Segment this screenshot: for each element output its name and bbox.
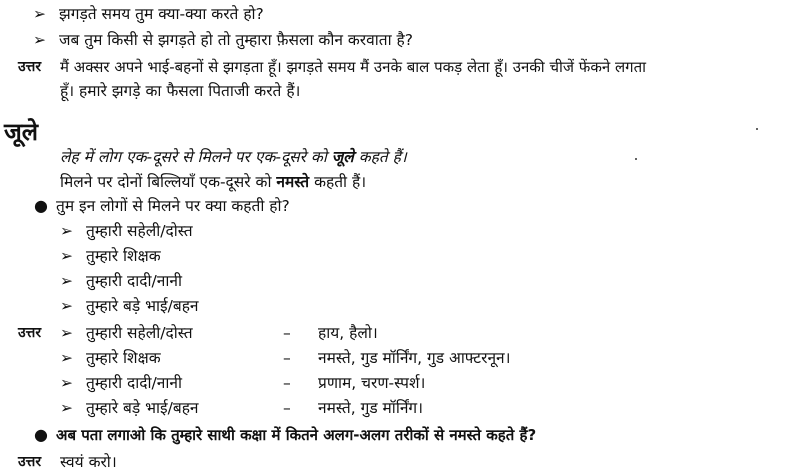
question-2: ● तुम इन लोगों से मिलने पर क्या कहती हो?: [34, 196, 290, 215]
arrow-bullet-icon: ➢: [60, 272, 73, 290]
answer-1-line-2: हूँ। हमारे झगड़े का फैसला पिताजी करते हैं।: [60, 82, 301, 100]
namaste-line: मिलने पर दोनों बिल्लियाँ एक-दूसरे को नमस्ते कहती हैं।: [60, 173, 367, 191]
bullet-icon: ●: [34, 196, 48, 215]
intro-question-1: ➢ झगड़ते समय तुम क्या-क्या करते हो?: [33, 5, 264, 23]
arrow-bullet-icon: ➢: [60, 324, 73, 342]
arrow-bullet-icon: ➢: [60, 374, 73, 392]
arrow-bullet-icon: ➢: [33, 5, 46, 23]
person-item: ➢ तुम्हारे बड़े भाई/बहन: [60, 297, 199, 315]
intro-question-2: ➢ जब तुम किसी से झगड़ते हो तो तुम्हारा फ़ैसला कौन करवाता है?: [33, 31, 413, 49]
person-item: ➢ तुम्हारी सहेली/दोस्त: [60, 222, 193, 240]
section-title: जूले: [4, 118, 39, 146]
arrow-bullet-icon: ➢: [60, 297, 73, 315]
person-item: ➢ तुम्हारी दादी/नानी: [60, 272, 182, 290]
answer-label: उत्तर: [18, 454, 42, 470]
person-item: ➢ तुम्हारे शिक्षक: [60, 247, 161, 265]
italic-description: लेह में लोग एक-दूसरे से मिलने पर एक-दूसरे को जूले कहते हैं।: [60, 148, 407, 166]
arrow-bullet-icon: ➢: [33, 31, 46, 49]
arrow-bullet-icon: ➢: [60, 349, 73, 367]
arrow-bullet-icon: ➢: [60, 399, 73, 417]
question-3: ● अब पता लगाओ कि तुम्हारे साथी कक्षा में कितने अलग-अलग तरीकों से नमस्ते कहते हैं?: [34, 425, 537, 444]
answer-1-line-1: मैं अक्सर अपने भाई-बहनों से झगड़ता हूँ। झगड़ते समय मैं उनके बाल पकड़ लेता हूँ। उनकी चीजें फेंकने लगता: [60, 58, 647, 76]
scan-speck: [635, 158, 637, 160]
answer-3: स्वयं करो।: [60, 453, 117, 471]
bullet-icon: ●: [34, 425, 48, 444]
answer-label: उत्तर: [18, 325, 42, 341]
arrow-bullet-icon: ➢: [60, 247, 73, 265]
scan-speck: [756, 128, 758, 130]
textbook-page: ➢ झगड़ते समय तुम क्या-क्या करते हो? ➢ जब तुम किसी से झगड़ते हो तो तुम्हारा फ़ैसला कौन करवाता है? उत्तर मैं अक्सर अपने भाई-बहनों से झगड़ता हूँ। झगड़ते समय मैं उनके बाल पकड़ लेता हूँ। उनकी चीजें फेंकने लगता हूँ। हमारे झगड़े का फैसला पिताजी करते हैं। जूले लेह में लोग एक-दूसरे से मिलने पर एक-दूसरे को जूले कहते हैं। मिलने पर दोनों बिल्लियाँ एक-दूसरे को नमस्ते कहती हैं। ● तुम इन लोगों से मिलने पर क्या कहती हो? ➢ तुम्हारी सहेली/दोस्त ➢ तुम्हारे शिक्षक ➢ तुम्हारी दादी/नानी ➢ तुम्हारे बड़े भाई/बहन उत्तर ➢ तुम्हारी सहेली/दोस्त – हाय, हैलो। ➢ तुम्हारे शिक्षक – नमस्ते, गुड मॉर्निंग, गुड आफ्टरनून। ➢ तुम्हारी दादी/नानी – प्रणाम, चरण-स्पर्श। ➢ तुम्हारे बड़े भाई/बहन – नमस्ते, गुड मॉर्निंग। ● अब पता लगाओ कि तुम्हारे साथी कक्षा में कितने अलग-अलग तरीकों से नमस्ते कहते हैं? उत्तर स्वयं करो।: [0, 0, 799, 476]
arrow-bullet-icon: ➢: [60, 222, 73, 240]
answer-label: उत्तर: [18, 59, 42, 75]
